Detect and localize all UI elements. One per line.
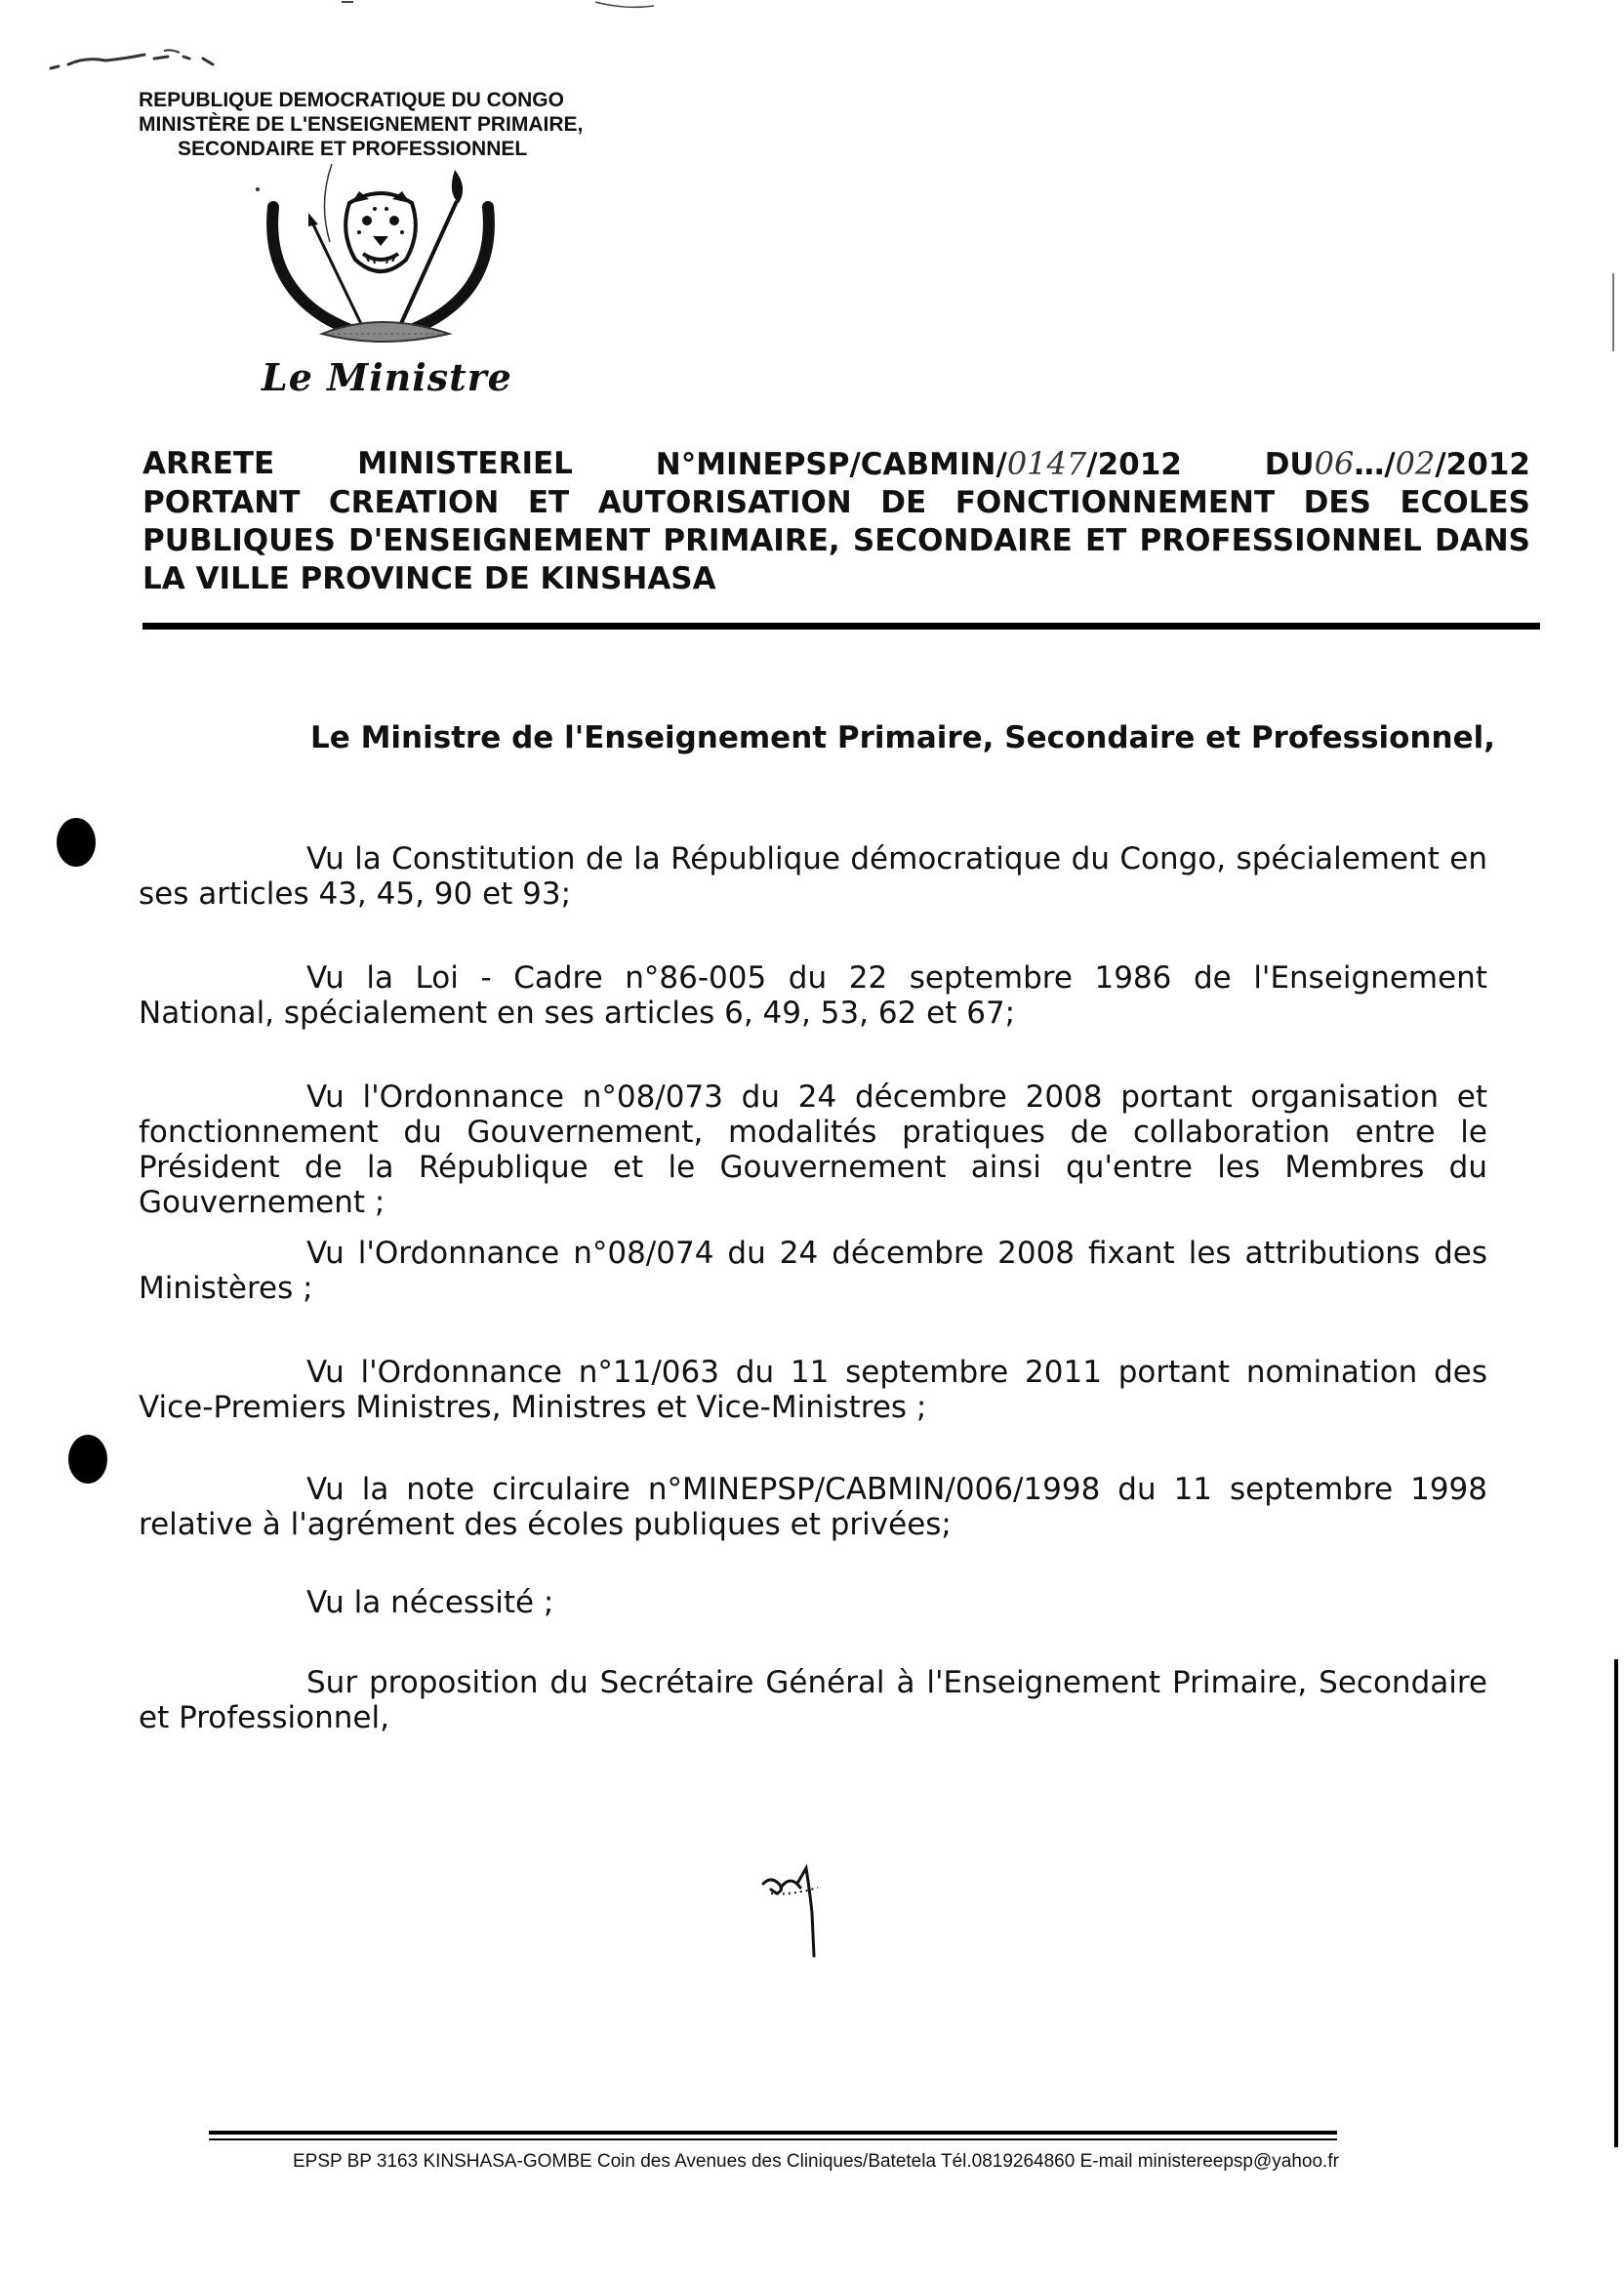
title-line-4: LA VILLE PROVINCE DE KINSHASA bbox=[142, 561, 716, 596]
scan-edge-line bbox=[1614, 1659, 1618, 2147]
paragraph-necessite bbox=[139, 1585, 1487, 1620]
decree-number-suffix: /2012 bbox=[1086, 447, 1182, 482]
decree-number-line bbox=[142, 445, 1530, 484]
decree-date-suffix: /2012 bbox=[1435, 447, 1530, 482]
decree-title bbox=[142, 445, 1530, 598]
paragraph-ordonnance-074 bbox=[139, 1236, 1487, 1306]
letterhead bbox=[127, 88, 712, 161]
decree-number bbox=[656, 445, 1182, 484]
paragraph-text: Vu la Constitution de la République démocratique du Congo, spécialement en ses articles 43, 45, 90 et 93; bbox=[139, 841, 1487, 912]
minister-heading: Le Ministre de l'Enseignement Primaire, Secondaire et Professionnel, bbox=[310, 720, 1496, 755]
paragraph-proposition bbox=[139, 1665, 1487, 1735]
decree-date-day: 06 bbox=[1314, 445, 1355, 482]
decree-date-month: 02 bbox=[1395, 445, 1436, 482]
paragraph-text: Vu la note circulaire n°MINEPSP/CABMIN/006/1998 du 11 septembre 1998 relative à l'agrément des écoles publiques et privées; bbox=[139, 1472, 1487, 1542]
paragraph-ordonnance-063 bbox=[139, 1355, 1487, 1425]
paragraph-text: Vu la Loi - Cadre n°86-005 du 22 septembre 1986 de l'Enseignement National, spécialement en ses articles 6, 49, 53, 62 et 67; bbox=[139, 960, 1487, 1031]
decree-date-prefix: DU bbox=[1264, 447, 1315, 482]
footer-contact: EPSP BP 3163 KINSHASA-GOMBE Coin des Avenues des Cliniques/Batetela Tél.0819264860 E-mail ministereepsp@yahoo.fr bbox=[293, 2151, 1339, 2172]
paragraph-text: Vu l'Ordonnance n°08/073 du 24 décembre 2008 portant organisation et fonctionnement du Gouvernement, modalités pratiques de collaboration entre le Président de la République et le Gouvernement ainsi qu'entre les Membres du Gouvernement ; bbox=[139, 1079, 1487, 1220]
letterhead-ministry-cont: SECONDAIRE ET PROFESSIONNEL bbox=[178, 138, 528, 160]
leopard-head-coat-of-arms-icon bbox=[254, 164, 508, 359]
punch-hole-icon bbox=[68, 1435, 107, 1484]
letterhead-ministry: MINISTÈRE DE L'ENSEIGNEMENT PRIMAIRE, bbox=[139, 113, 584, 136]
paragraph-note-circulaire bbox=[139, 1472, 1487, 1542]
footer-rule-thin bbox=[209, 2138, 1337, 2140]
title-ministeriel: MINISTERIEL bbox=[357, 446, 573, 481]
title-arrete: ARRETE bbox=[142, 446, 275, 481]
signature-block-title: Le Ministre bbox=[262, 355, 512, 399]
scan-top-mark-icon bbox=[342, 0, 673, 14]
paragraph-ordonnance-073 bbox=[139, 1079, 1487, 1220]
paragraph-text: Sur proposition du Secrétaire Général à l'Enseignement Primaire, Secondaire et Professionnel, bbox=[139, 1665, 1487, 1735]
handwritten-initials-icon bbox=[742, 1854, 859, 1962]
title-line-2: PORTANT CREATION ET AUTORISATION DE FONCTIONNEMENT DES ECOLES bbox=[142, 485, 1530, 520]
punch-hole-icon bbox=[57, 818, 96, 867]
scan-edge-line bbox=[1612, 273, 1614, 351]
title-line-3: PUBLIQUES D'ENSEIGNEMENT PRIMAIRE, SECONDAIRE ET PROFESSIONNEL DANS bbox=[142, 523, 1530, 558]
decree-number-prefix: N°MINEPSP/CABMIN/ bbox=[655, 447, 1007, 482]
decree-number-handwritten: 0147 bbox=[1006, 445, 1087, 482]
paragraph-loi-cadre bbox=[139, 960, 1487, 1031]
paragraph-text: Vu la nécessité ; bbox=[306, 1585, 554, 1620]
decree-date: DU06…/02/2012 bbox=[1264, 445, 1530, 482]
letterhead-country: REPUBLIQUE DEMOCRATIQUE DU CONGO bbox=[139, 89, 564, 111]
footer-rule bbox=[209, 2131, 1337, 2135]
paragraph-text: Vu l'Ordonnance n°08/074 du 24 décembre 2008 fixant les attributions des Ministères ; bbox=[139, 1236, 1487, 1306]
paragraph-constitution bbox=[139, 841, 1487, 912]
title-divider bbox=[142, 623, 1540, 630]
scan-scribble-icon bbox=[47, 47, 223, 76]
paragraph-text: Vu l'Ordonnance n°11/063 du 11 septembre 2011 portant nomination des Vice-Premiers Ministres, Ministres et Vice-Ministres ; bbox=[139, 1355, 1487, 1425]
